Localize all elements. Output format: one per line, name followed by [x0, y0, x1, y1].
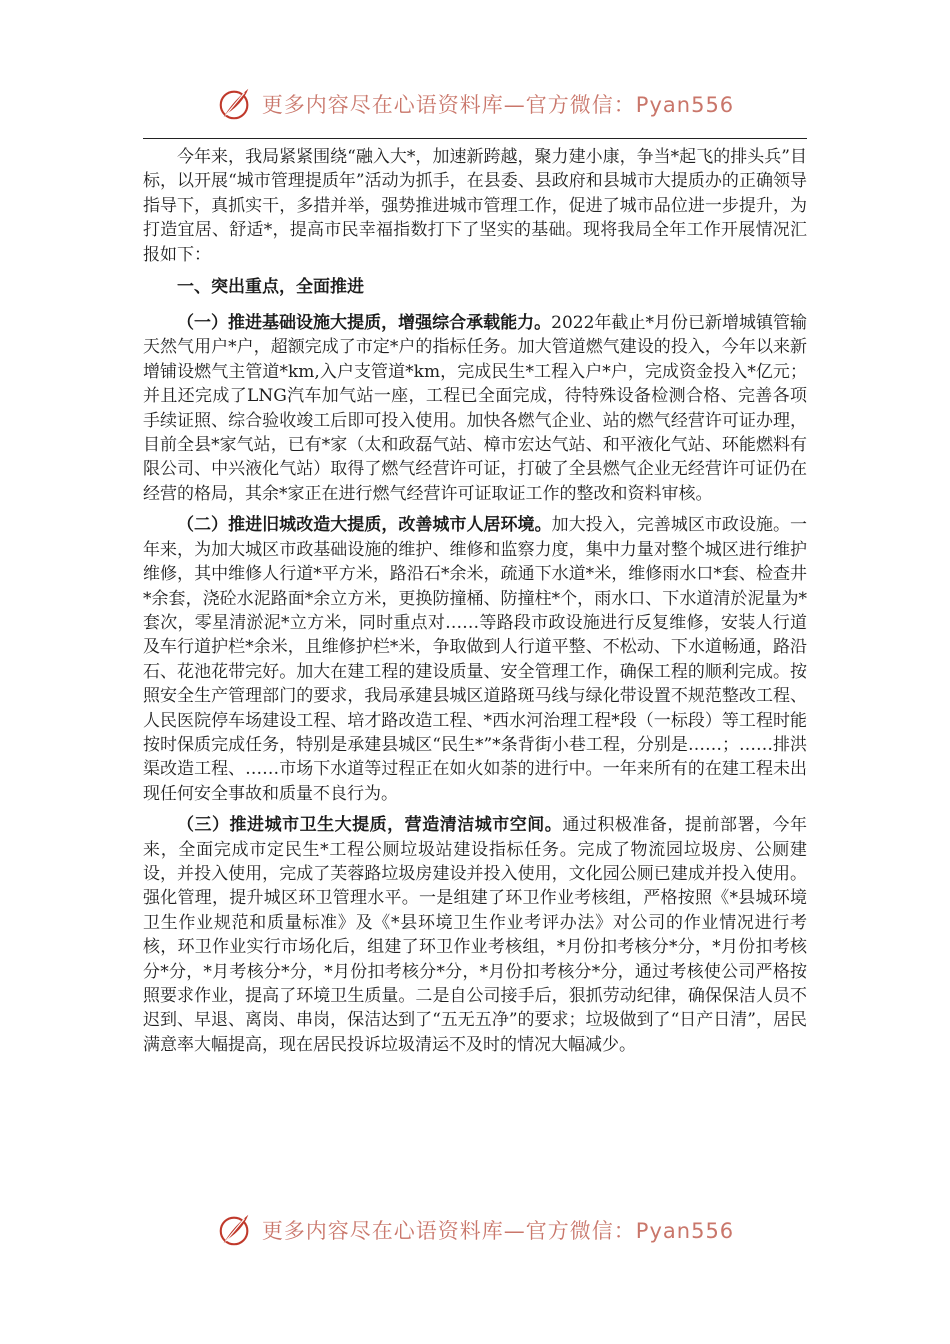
document-body — [143, 145, 807, 1064]
paragraph-lead: （一）推进基础设施大提质，增强综合承载能力。 — [177, 313, 552, 334]
header-divider — [143, 138, 807, 139]
paragraph-text: 通过积极准备，提前部署，今年来，全面完成市定民生*工程公厕垃圾站建设指标任务。完成了物流园垃圾房、公厕建设，并投入使用，完成了芙蓉路垃圾房建设并投入使用，文化园公厕已建成并投入使用。强化管理，提升城区环卫管理水平。一是组建了环卫作业考核组，严格按照《*县城环境卫生作业规范和质量标准》及《*县环境卫生作业考评办法》对公司的作业情况进行考核，环卫作业实行市场化后，组建了环卫作业考核组，*月份扣考核分*分，*月份扣考核分*分，*月考核分*分，*月份扣考核分*分，*月份扣考核分*分，通过考核使公司严格按照要求作业，提高了环境卫生质量。二是自公司接手后，狠抓劳动纪律，确保保洁人员不迟到、早退、离岗、串岗，保洁达到了“五无五净”的要求；垃圾做到了“日产日清”，居民满意率大幅提高，现在居民投诉垃圾清运不及时的情况大幅减少。 — [143, 815, 808, 1055]
paragraph-city-sanitation — [143, 813, 807, 1057]
paragraph-lead: （二）推进旧城改造大提质，改善城市人居环境。 — [177, 515, 552, 536]
header-watermark-text: 更多内容尽在心语资料库—官方微信：Pyan556 — [261, 93, 735, 117]
quill-logo-icon — [216, 1211, 254, 1249]
footer-watermark-banner — [0, 1208, 950, 1252]
quill-logo-icon — [216, 85, 254, 123]
paragraph-old-city-renovation — [143, 513, 807, 806]
footer-watermark-text: 更多内容尽在心语资料库—官方微信：Pyan556 — [261, 1219, 735, 1243]
paragraph-infrastructure — [143, 311, 807, 506]
intro-paragraph: 今年来，我局紧紧围绕“融入大*，加速新跨越，聚力建小康，争当*起飞的排头兵”目标，以开展“城市管理提质年”活动为抓手，在县委、县政府和县城市大提质办的正确领导指导下，真抓实干，多措并举，强势推进城市管理工作，促进了城市品位进一步提升，为打造宜居、舒适*，提高市民幸福指数打下了坚实的基础。现将我局全年工作开展情况汇报如下： — [143, 147, 807, 265]
section-heading: 一、突出重点，全面推进 — [177, 277, 364, 298]
paragraph-text: 2022年截止*月份已新增城镇管输天然气用户*户，超额完成了市定*户的指标任务。加大管道燃气建设的投入，今年以来新增铺设燃气主管道*km,入户支管道*km，完成民生*工程入户*户，完成资金投入*亿元；并且还完成了LNG汽车加气站一座，工程已全面完成，待特殊设备检测合格、完善各项手续证照、综合验收竣工后即可投入使用。加快各燃气企业、站的燃气经营许可证办理，目前全县*家气站，已有*家（太和政磊气站、樟市宏达气站、和平液化气站、环能燃料有限公司、中兴液化气站）取得了燃气经营许可证，打破了全县燃气企业无经营许可证仍在经营的格局，其余*家正在进行燃气经营许可证取证工作的整改和资料审核。 — [143, 313, 808, 504]
header-watermark-banner — [0, 82, 950, 126]
paragraph-text: 加大投入，完善城区市政设施。一年来，为加大城区市政基础设施的维护、维修和监察力度，集中力量对整个城区进行维护维修，其中维修人行道*平方米，路沿石*余米，疏通下水道*米，维修雨水口*套、检查井*余套，浇砼水泥路面*余立方米，更换防撞桶、防撞柱*个，雨水口、下水道清於泥量为*套次，零星清淤泥*立方米，同时重点对……等路段市政设施进行反复维修，安装人行道及车行道护栏*余米，且维修护栏*米，争取做到人行道平整、不松动、下水道畅通，路沿石、花池花带完好。加大在建工程的建设质量、安全管理工作，确保工程的顺利完成。按照安全生产管理部门的要求，我局承建县城区道路斑马线与绿化带设置不规范整改工程、人民医院停车场建设工程、培才路改造工程、*西水河治理工程*段（一标段）等工程时能按时保质完成任务，特别是承建县城区“民生*”*条背街小巷工程，分别是……；……排洪渠改造工程、……市场下水道等过程正在如火如荼的进行中。一年来所有的在建工程未出现任何安全事故和质量不良行为。 — [143, 515, 808, 804]
paragraph-lead: （三）推进城市卫生大提质，营造清洁城市空间。 — [177, 815, 563, 836]
